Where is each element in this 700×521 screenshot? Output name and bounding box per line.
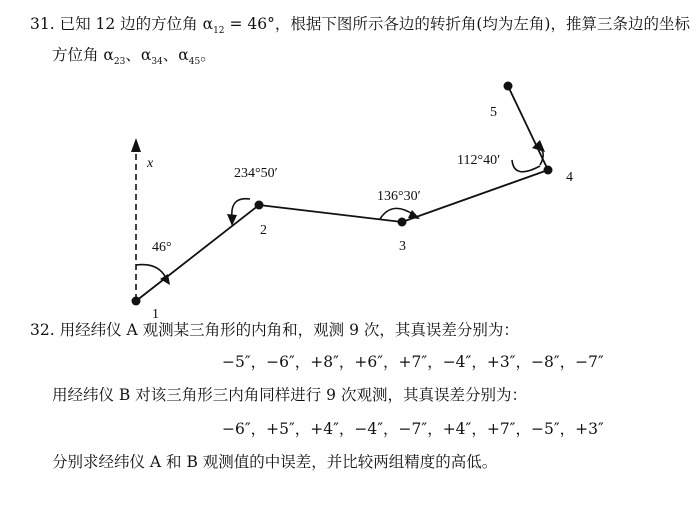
q31-sep1: 、α	[125, 46, 152, 64]
point-label-1: 1	[152, 307, 159, 322]
q31-alpha12-sub: 12	[213, 26, 225, 37]
point-3	[398, 218, 407, 227]
point-2	[255, 201, 264, 210]
axis-label-x: x	[147, 156, 154, 171]
q32-line2: 用经纬仪 B 对该三角形三内角同样进行 9 次观测，其真误差分别为：	[52, 386, 527, 404]
q31-sep2: 、α	[162, 46, 189, 64]
side-45	[508, 86, 548, 170]
angle-arc-4-lower	[512, 160, 540, 172]
q31-alpha45-sub: 45	[188, 57, 201, 68]
side-34	[402, 170, 548, 222]
q31-end: 。	[200, 46, 216, 64]
q32-errors-a: −5″，−6″，+8″，+6″，+7″，−4″，+3″，−8″，−7″	[222, 353, 604, 371]
q31-number: 31.	[30, 15, 55, 33]
angle-label-3: 136°30′	[377, 189, 421, 204]
point-4	[544, 166, 553, 175]
side-23	[259, 205, 402, 222]
q31-text2-pre: 方位角 α	[52, 46, 114, 64]
angle-label-2: 234°50′	[234, 166, 278, 181]
point-1	[132, 297, 141, 306]
q31-text1-pre: 已知 12 边的方位角 α	[59, 15, 214, 33]
point-label-2: 2	[260, 223, 267, 238]
q31-alpha34-sub: 34	[151, 57, 163, 68]
q31-text1-post: = 46°，根据下图所示各边的转折角(均为左角)，推算三条边的坐标	[224, 15, 690, 33]
point-label-4: 4	[566, 170, 573, 185]
q32-line1	[30, 318, 519, 340]
point-label-3: 3	[399, 239, 406, 254]
azimuth-angle-label: 46°	[152, 240, 172, 255]
q31-alpha23-sub: 23	[113, 57, 126, 68]
point-label-5: 5	[490, 105, 497, 120]
q32-errors-b: −6″，+5″，+4″，−4″，−7″，+4″，+7″，−5″，+3″	[222, 420, 604, 438]
angle-arc-3-arrow-icon	[408, 210, 420, 219]
q32-number: 32.	[30, 321, 55, 339]
angle-label-4: 112°40′	[457, 153, 501, 168]
point-5	[504, 82, 513, 91]
azimuth-arc	[136, 265, 166, 278]
q32-text1: 用经纬仪 A 观测某三角形的内角和，观测 9 次，其真误差分别为：	[59, 321, 519, 339]
north-axis-arrow-icon	[131, 138, 141, 152]
q32-line3: 分别求经纬仪 A 和 B 观测值的中误差，并比较两组精度的高低。	[52, 453, 498, 471]
